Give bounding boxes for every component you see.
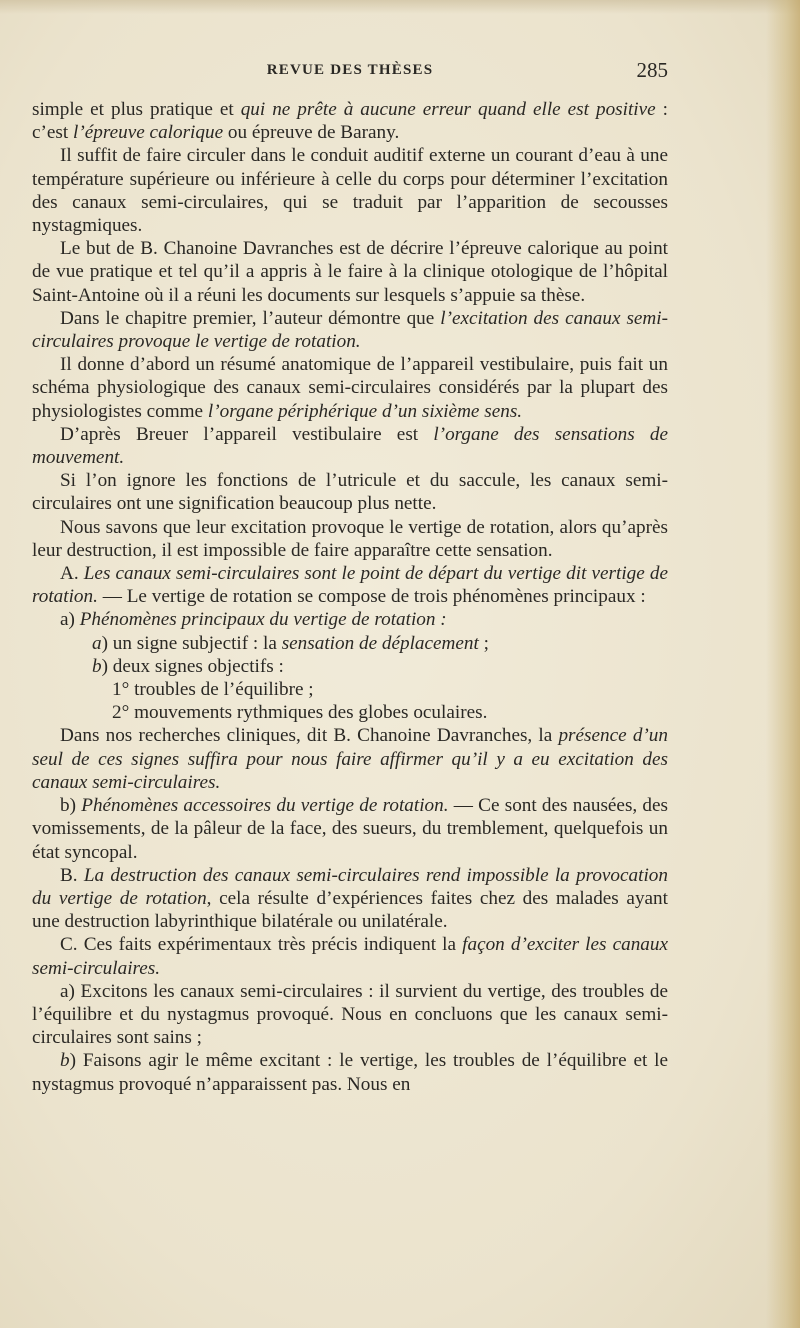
- text-run: Dans le chapitre premier, l’auteur démontre que: [60, 307, 441, 329]
- text-run: Il suffit de faire circuler dans le conduit auditif externe un courant d’eau à une température supérieure ou inférieure à celle du corps pour déterminer l’excitation des canaux semi-circulaires, qui se traduit par l’apparition de secousses nystagmiques.: [32, 145, 668, 237]
- paragraph: [32, 632, 668, 655]
- text-run: ) deux signes objectifs :: [101, 655, 284, 677]
- text-run: ) Faisons agir le même excitant : le vertige, les troubles de l’équilibre et le nystagmus provoqué n’apparaissent pas. Nous en: [32, 1050, 668, 1095]
- paragraph: [32, 864, 668, 934]
- italic-text-run: l’organe périphérique d’un sixième sens.: [207, 400, 523, 422]
- paragraph: [32, 678, 668, 701]
- italic-text-run: façon d’exciter les canaux semi-circulaires.: [32, 934, 668, 979]
- paragraph: [32, 655, 668, 678]
- italic-text-run: b: [60, 1050, 70, 1072]
- text-run: D’après Breuer l’appareil vestibulaire est: [60, 423, 434, 445]
- paragraph: [32, 794, 668, 864]
- italic-text-run: b: [92, 655, 102, 677]
- text-run: Le but de B. Chanoine Davranches est de décrire l’épreuve calorique au point de vue pratique et tel qu’il a appris à le faire à la clinique otologique de l’hôpital Saint-Antoine où il a réuni les documents sur lesquels s’appuie sa thèse.: [32, 238, 668, 306]
- text-run: : c’est: [32, 99, 668, 144]
- paragraph: [32, 608, 668, 631]
- paragraph: [32, 562, 668, 608]
- text-run: B.: [60, 864, 84, 886]
- text-run: Dans nos recherches cliniques, dit B. Chanoine Davranches, la: [60, 725, 559, 747]
- italic-text-run: La destruction des canaux semi-circulaires rend impossible la provocation du vertige de rotation: [32, 864, 668, 909]
- running-head: REVUE DES THÈSES: [266, 62, 434, 78]
- text-run: ;: [478, 632, 489, 654]
- italic-text-run: l’organe des sensations de mouvement.: [32, 423, 668, 469]
- page-number: 285: [636, 58, 668, 82]
- paragraph: [32, 701, 668, 724]
- text-run: C. Ces faits expérimentaux très précis indiquent la: [60, 934, 463, 956]
- text-run: 2° mouvements rythmiques des globes oculaires.: [112, 702, 488, 724]
- page-top-shadow: [0, 0, 800, 14]
- paragraph: [32, 144, 668, 237]
- text-run: Il donne d’abord un résumé anatomique de l’appareil vestibulaire, puis fait un schéma physiologique des canaux semi-circulaires considérés par la plupart des physiologistes comme: [32, 354, 668, 422]
- italic-text-run: qui ne prête à aucune erreur quand elle est positive: [240, 99, 656, 120]
- italic-text-run: l’excitation des canaux semi-circulaires provoque le vertige de rotation.: [32, 307, 668, 353]
- text-run: — Le vertige de rotation se compose de trois phénomènes principaux :: [97, 586, 646, 608]
- page-edge-shadow: [766, 0, 800, 1328]
- paragraph: [32, 353, 668, 423]
- text-run: a): [60, 609, 80, 631]
- text-run: b): [60, 795, 82, 817]
- italic-text-run: a: [92, 632, 102, 654]
- paragraph: [32, 307, 668, 353]
- text-run: a) Excitons les canaux semi-circulaires : il survient du vertige, des troubles de l’équilibre et du nystagmus provoqué. Nous en concluons que les canaux semi-circulaires sont sains ;: [32, 980, 668, 1049]
- text-run: Nous savons que leur excitation provoque le vertige de rotation, alors qu’après leur destruction, il est impossible de faire apparaître cette sensation.: [32, 516, 668, 561]
- paragraph: [32, 933, 668, 979]
- italic-text-run: Les canaux semi-circulaires sont le point de départ du vertige dit vertige de rotation.: [32, 563, 668, 608]
- body-text: [32, 98, 668, 1096]
- italic-text-run: présence d’un seul de ces signes suffira pour nous faire affirmer qu’il y a eu excitation des canaux semi-circulaires.: [32, 725, 668, 793]
- paragraph: [32, 516, 668, 562]
- paragraph: [32, 469, 668, 515]
- text-run: ) un signe subjectif : la: [101, 632, 282, 654]
- paragraph: [32, 423, 668, 469]
- paragraph: [32, 237, 668, 307]
- text-run: simple et plus pratique et: [32, 99, 241, 120]
- italic-text-run: Phénomènes accessoires du vertige de rotation.: [81, 795, 449, 817]
- italic-text-run: l’épreuve calorique: [73, 122, 224, 144]
- paragraph: [32, 1049, 668, 1095]
- paragraph: [32, 980, 668, 1050]
- italic-text-run: sensation de déplacement: [281, 632, 479, 654]
- text-run: 1° troubles de l’équilibre ;: [112, 679, 314, 701]
- italic-text-run: Phénomènes principaux du vertige de rotation :: [79, 609, 447, 631]
- page-header: [32, 58, 668, 88]
- paragraph: [32, 724, 668, 794]
- text-run: — Ce sont des nausées, des vomissements, de la pâleur de la face, des sueurs, du tremblement, quelquefois un état syncopal.: [32, 795, 669, 863]
- text-run: A.: [60, 563, 84, 585]
- text-run: , cela résulte d’expériences faites chez des malades ayant une destruction labyrinthique bilatérale ou unilatérale.: [32, 887, 668, 933]
- paragraph: [32, 98, 668, 144]
- text-run: ou épreuve de Barany.: [223, 122, 400, 144]
- text-run: Si l’on ignore les fonctions de l’utricule et du saccule, les canaux semi-circulaires ont une signification beaucoup plus nette.: [32, 470, 668, 515]
